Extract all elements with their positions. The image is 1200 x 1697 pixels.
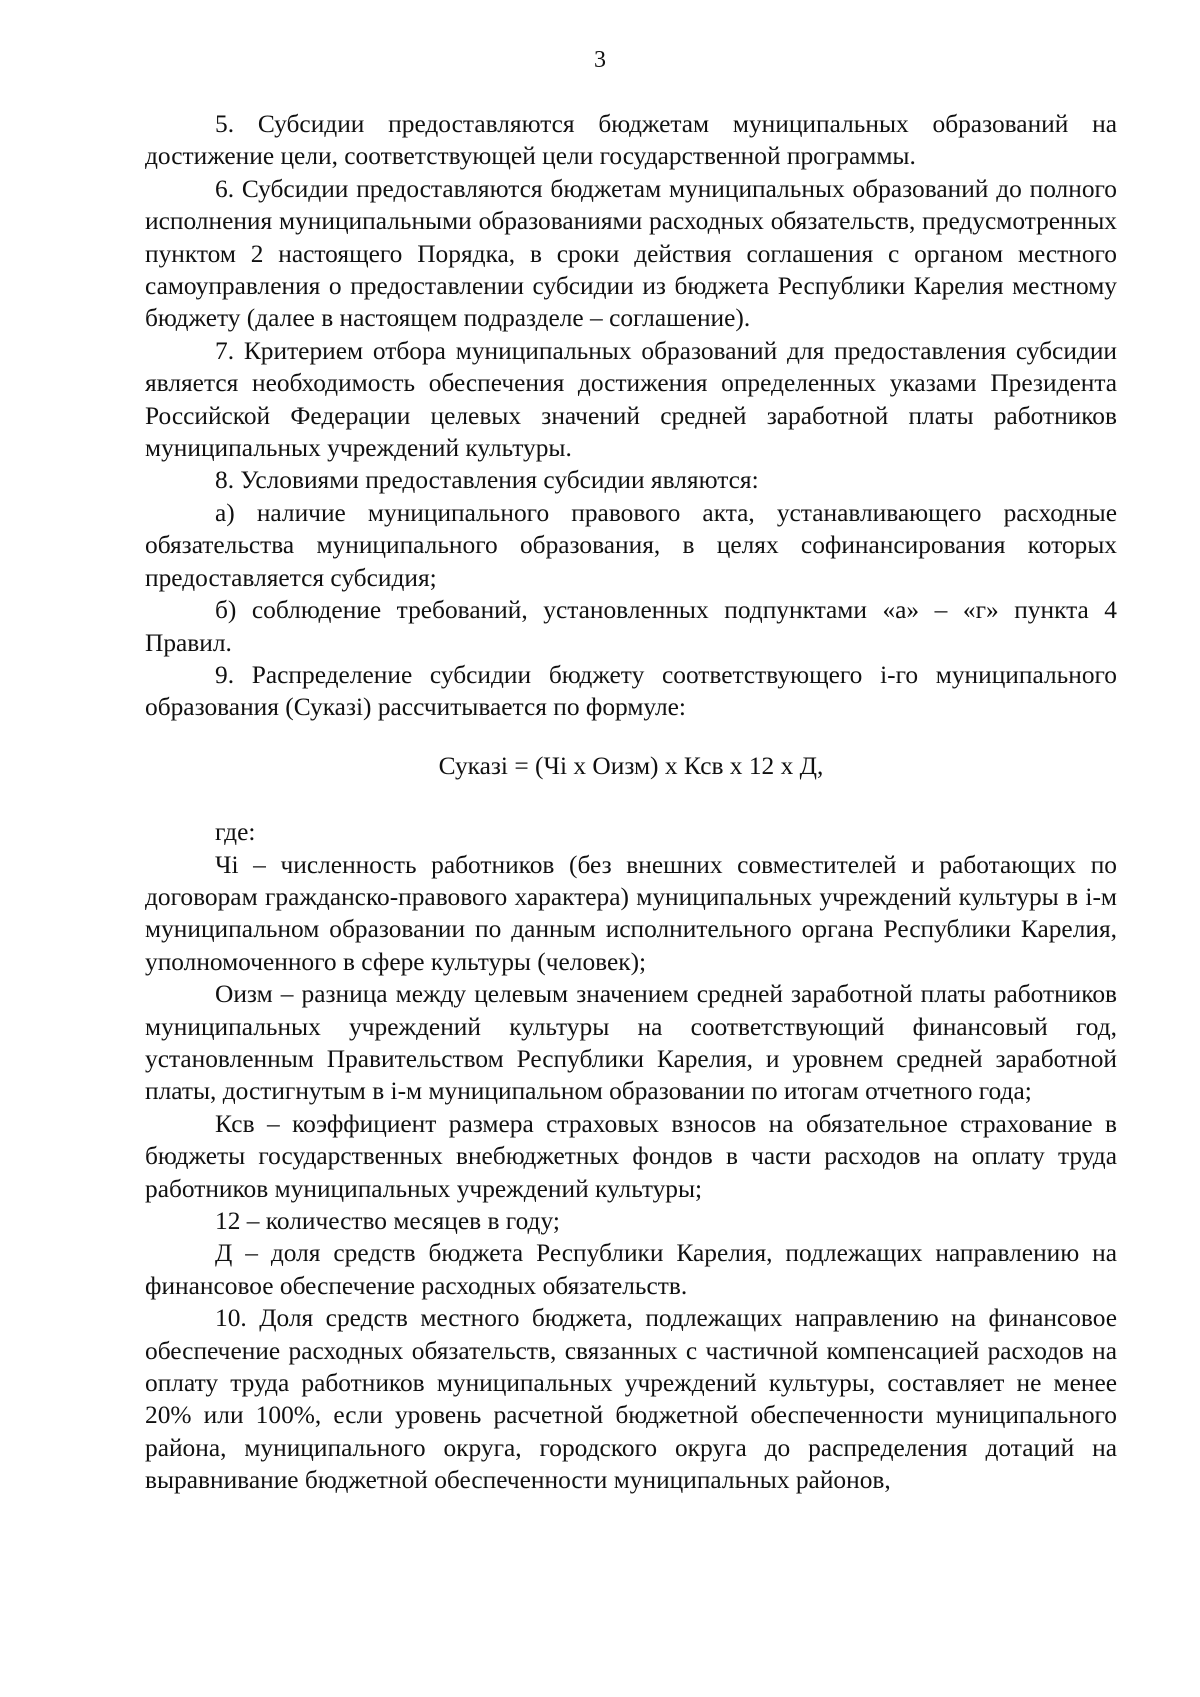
document-body xyxy=(145,108,1117,1497)
paragraph-8: 8. Условиями предоставления субсидии являются: xyxy=(215,466,759,495)
page-number: 3 xyxy=(594,47,606,73)
paragraph-5: 5. Субсидии предоставляются бюджетам муниципальных образований на достижение цели, соответствующей цели государственной программы. xyxy=(145,110,1117,171)
paragraph-10: 10. Доля средств местного бюджета, подлежащих направлению на финансовое обеспечение расходных обязательств, связанных с частичной компенсацией расходов на оплату труда работников муниципальных учреждений культуры, составляет не менее 20% или 100%, если уровень расчетной бюджетной обеспеченности муниципального района, муниципального округа, городского округа до распределения дотаций на выравнивание бюджетной обеспеченности муниципальных районов, xyxy=(145,1304,1117,1495)
definition-12: 12 – количество месяцев в году; xyxy=(215,1207,560,1235)
definition-ksv: Ксв – коэффициент размера страховых взносов на обязательное страхование в бюджеты государственных внебюджетных фондов в части расходов на оплату труда работников муниципальных учреждений культуры; xyxy=(145,1109,1117,1203)
definition-d: Д – доля средств бюджета Республики Карелия, подлежащих направлению на финансовое обеспечение расходных обязательств. xyxy=(145,1239,1117,1300)
paragraph-7: 7. Критерием отбора муниципальных образований для предоставления субсидии является необходимость обеспечения достижения определенных указами Президента Российской Федерации целевых значений средней заработной платы работников муниципальных учреждений культуры. xyxy=(145,336,1117,463)
definition-oizm: Оизм – разница между целевым значением средней заработной платы работников муниципальных учреждений культуры на соответствующий финансовый год, установленным Правительством Республики Карелия, и уровнем средней заработной платы, достигнутым в i-м муниципальном образовании по итогам отчетного года; xyxy=(145,980,1117,1106)
paragraph-6: 6. Субсидии предоставляются бюджетам муниципальных образований до полного исполнения муниципальными образованиями расходных обязательств, предусмотренных пунктом 2 настоящего Порядка, в сроки действия соглашения с органом местного самоуправления о предоставлении субсидии из бюджета Республики Карелия местному бюджету (далее в настоящем подразделе – соглашение). xyxy=(145,174,1117,333)
paragraph-8a: а) наличие муниципального правового акта, устанавливающего расходные обязательства муниципального образования, в целях софинансирования которых предоставляется субсидия; xyxy=(145,498,1117,592)
where-label: где: xyxy=(215,818,256,847)
paragraph-9: 9. Распределение субсидии бюджету соответствующего i-го муниципального образования (Суказi) рассчитывается по формуле: xyxy=(145,660,1117,722)
definition-ch: Чi – численность работников (без внешних совместителей и работающих по договорам гражданско-правового характера) муниципальных учреждений культуры в i-м муниципальном образовании по данным исполнительного органа Республики Карелия, уполномоченного в сфере культуры (человек); xyxy=(145,850,1117,976)
formula: Суказi = (Чi х Оизм) х Ксв х 12 х Д, xyxy=(438,751,824,780)
paragraph-8b: б) соблюдение требований, установленных подпунктами «а» – «г» пункта 4 Правил. xyxy=(145,596,1117,657)
